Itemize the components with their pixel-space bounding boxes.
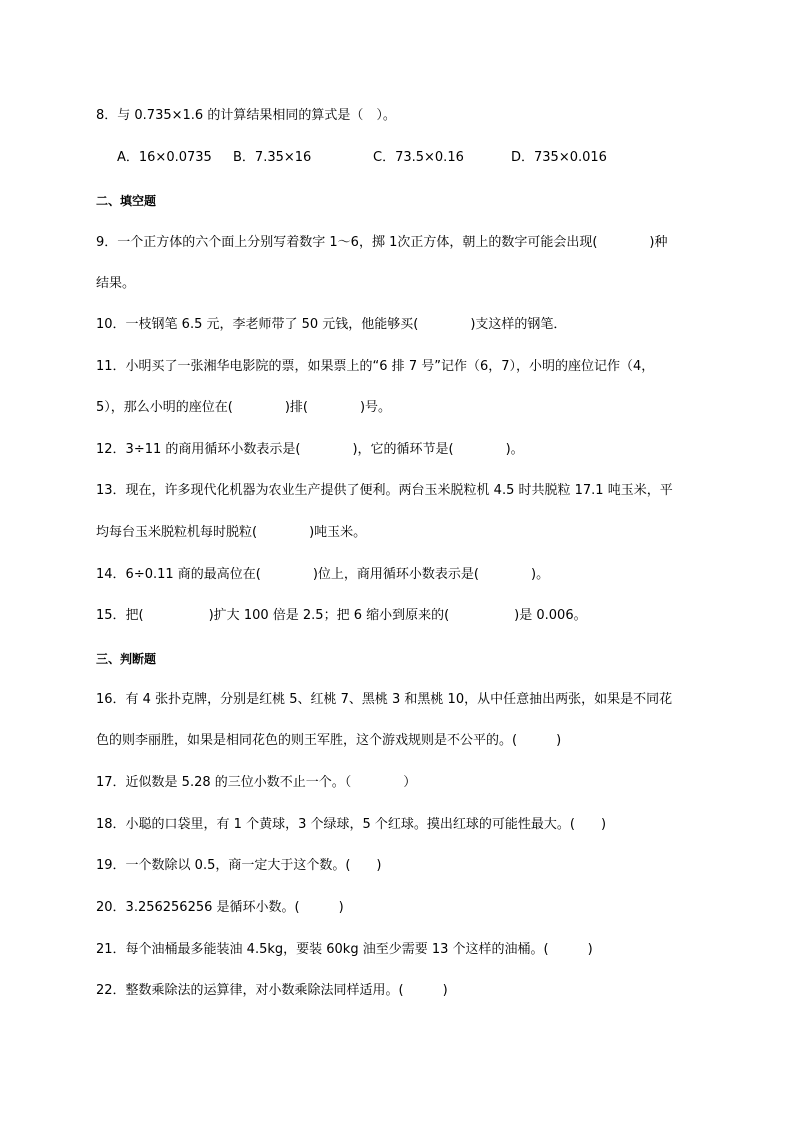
q11-line-1: 11．小明买了一张湘华电影院的票，如果票上的“6 排 7 号”记作（6，7），小明的座位记作（4，	[96, 359, 655, 374]
q17: 17．近似数是 5.28 的三位小数不止一个。（ ）	[96, 775, 417, 790]
q22: 22．整数乘除法的运算律，对小数乘除法同样适用。( )	[96, 983, 448, 998]
q10: 10．一枝钢笔 6.5 元，李老师带了 50 元钱，他能够买( )支这样的钢笔．	[96, 317, 567, 332]
q9-line-2: 结果。	[96, 276, 136, 291]
q16-line-2: 色的则李丽胜，如果是相同花色的则王军胜，这个游戏规则是不公平的。( )	[96, 733, 562, 748]
q18: 18．小聪的口袋里，有 1 个黄球，3 个绿球，5 个红球。摸出红球的可能性最大。( )	[96, 817, 607, 832]
q8-option-d: D．735×0.016	[511, 150, 607, 165]
section-heading-fill-blank: 二、填空题	[96, 194, 157, 208]
q19: 19．一个数除以 0.5，商一定大于这个数。( )	[96, 858, 382, 873]
q20: 20．3.256256256 是循环小数。( )	[96, 900, 344, 915]
q8-option-c: C．73.5×0.16	[373, 150, 464, 165]
q15: 15．把( )扩大 100 倍是 2.5；把 6 缩小到原来的( )是 0.006。	[96, 608, 587, 623]
q8-option-a: A．16×0.0735	[117, 150, 212, 165]
q21: 21．每个油桶最多能装油 4.5kg，要装 60kg 油至少需要 13 个这样的油桶。( )	[96, 942, 593, 957]
q8-stem: 8．与 0.735×1.6 的计算结果相同的算式是（ ）。	[96, 108, 396, 123]
q13-line-2: 均每台玉米脱粒机每时脱粒( )吨玉米。	[96, 525, 367, 540]
q12: 12．3÷11 的商用循环小数表示是( )，它的循环节是( )。	[96, 442, 524, 457]
section-heading-true-false: 三、判断题	[96, 652, 157, 666]
q9-line-1: 9．一个正方体的六个面上分别写着数字 1～6，掷 1次正方体，朝上的数字可能会出现( )种	[96, 235, 668, 250]
q16-line-1: 16．有 4 张扑克牌，分别是红桃 5、红桃 7、黑桃 3 和黑桃 10，从中任意抽出两张，如果是不同花	[96, 692, 673, 707]
q11-line-2: 5），那么小明的座位在( )排( )号。	[96, 400, 392, 415]
q8-option-b: B．7.35×16	[233, 150, 312, 165]
q14: 14．6÷0.11 商的最高位在( )位上，商用循环小数表示是( )。	[96, 567, 550, 582]
q13-line-1: 13．现在，许多现代化机器为农业生产提供了便利。两台玉米脱粒机 4.5 时共脱粒 17.1 吨玉米，平	[96, 483, 673, 498]
